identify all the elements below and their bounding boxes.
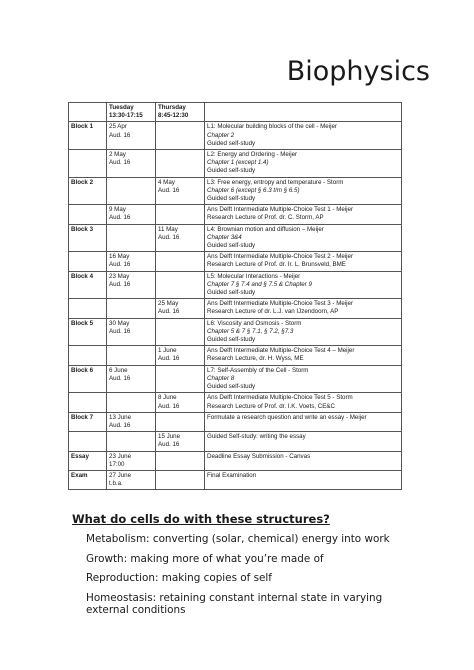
description-cell (205, 365, 402, 393)
description-line: Guided Self-study: writing the essay (207, 433, 306, 441)
tuesday-cell (107, 150, 156, 178)
date-line: Aud. 16 (109, 131, 131, 139)
block-cell: Block 1 (69, 122, 107, 150)
tuesday-cell (107, 299, 156, 318)
date-line: 27 June (109, 471, 132, 479)
date-line: 13 June (109, 413, 132, 421)
date-line: Aud. 16 (109, 374, 131, 382)
date-line: Aud. 16 (158, 308, 180, 316)
list-item: Growth: making more of what you’re made of (86, 552, 324, 565)
page-title: Biophysics (286, 56, 430, 87)
thursday-cell (156, 393, 205, 412)
description-line: Chapter 1 (except 1.4) (207, 159, 269, 167)
thursday-cell (156, 451, 205, 470)
table-header-row (69, 103, 402, 122)
date-line: Aud. 16 (158, 186, 180, 194)
thursday-cell (156, 252, 205, 271)
description-line: Formulate a research question and write an essay - Meijer (207, 413, 367, 421)
header-empty-cell (69, 103, 107, 122)
description-line: Guided self-study (207, 139, 256, 147)
description-line: Ans Delft Intermediate Multiple-Choice Test 2 - Meijer (207, 253, 354, 261)
block-cell: Essay (69, 451, 107, 470)
tuesday-cell (107, 451, 156, 470)
tuesday-cell (107, 412, 156, 431)
date-line: Aud. 16 (109, 280, 131, 288)
description-line: L1: Molecular building blocks of the cell - Meijer (207, 123, 337, 131)
date-line: t.b.a. (109, 480, 123, 488)
description-line: L4: Brownian motion and diffusion – Meijer (207, 225, 324, 233)
schedule-table (68, 102, 402, 490)
tuesday-cell (107, 122, 156, 150)
thursday-cell (156, 205, 205, 224)
block-cell: Block 7 (69, 412, 107, 431)
date-line: 25 Apr (109, 123, 127, 131)
tuesday-cell (107, 365, 156, 393)
block-cell (69, 150, 107, 178)
description-line: Guided self-study (207, 383, 256, 391)
date-line: 23 June (109, 452, 132, 460)
description-line: Research Lecture of dr. L.J. van IJzendoorn, AP (207, 308, 339, 316)
header-thursday: Thursday 8:45-12:30 (156, 103, 205, 122)
header-tuesday: Tuesday 13:30-17:15 (107, 103, 156, 122)
description-cell (205, 177, 402, 205)
block-cell: Block 4 (69, 271, 107, 299)
block-cell (69, 393, 107, 412)
date-line: 9 May (109, 206, 126, 214)
description-cell (205, 470, 402, 489)
description-line: L5: Molecular Interactions - Meijer (207, 272, 301, 280)
description-cell (205, 122, 402, 150)
description-cell (205, 318, 402, 346)
description-line: L3: Free energy, entropy and temperature - Storm (207, 178, 344, 186)
description-cell (205, 393, 402, 412)
description-line: L7: Self-Assembly of the Cell - Storm (207, 366, 309, 374)
tuesday-cell (107, 177, 156, 205)
description-cell (205, 299, 402, 318)
description-cell (205, 224, 402, 252)
description-line: Ans Delft Intermediate Multiple-Choice Test 3 - Meijer (207, 300, 354, 308)
table-row (69, 393, 402, 412)
description-line: Guided self-study (207, 289, 256, 297)
description-cell (205, 451, 402, 470)
date-line: 2 May (109, 151, 126, 159)
table-row (69, 150, 402, 178)
table-row (69, 271, 402, 299)
description-line: Ans Delft Intermediate Multiple-Choice Test 4 – Meijer (207, 347, 355, 355)
date-line: Aud. 16 (109, 421, 131, 429)
block-cell: Block 3 (69, 224, 107, 252)
date-line: 17:00 (109, 460, 125, 468)
date-line: Aud. 16 (109, 261, 131, 269)
tuesday-cell (107, 205, 156, 224)
description-cell (205, 205, 402, 224)
list-item: Reproduction: making copies of self (86, 572, 272, 584)
tuesday-cell (107, 393, 156, 412)
block-cell: Exam (69, 470, 107, 489)
header-description (205, 103, 402, 122)
table-row (69, 412, 402, 431)
block-cell: Block 5 (69, 318, 107, 346)
table-row (69, 122, 402, 150)
date-line: 1 June (158, 347, 177, 355)
date-line: 23 May (109, 272, 130, 280)
block-cell: Block 6 (69, 365, 107, 393)
table-row (69, 365, 402, 393)
block-cell (69, 252, 107, 271)
thursday-cell (156, 470, 205, 489)
description-line: Research Lecture of Prof. dr. Ir. L. Brunsveld, BME (207, 261, 346, 269)
description-line: Chapter 8 (207, 374, 235, 382)
table-row (69, 177, 402, 205)
date-line: Aud. 16 (109, 327, 131, 335)
table-row (69, 432, 402, 451)
description-line: Guided self-study (207, 336, 256, 344)
table-row (69, 205, 402, 224)
date-line: 6 June (109, 366, 128, 374)
date-line: 4 May (158, 178, 175, 186)
thursday-cell (156, 318, 205, 346)
description-line: Chapter 2 (207, 131, 235, 139)
date-line: Aud. 16 (158, 355, 180, 363)
table-row (69, 451, 402, 470)
date-line: Aud. 16 (158, 402, 180, 410)
description-line: Ans Delft Intermediate Multiple-Choice Test 1 - Meijer (207, 206, 354, 214)
description-cell (205, 432, 402, 451)
section-heading: What do cells do with these structures? (72, 512, 330, 526)
date-line: 8 June (158, 394, 177, 402)
tuesday-cell (107, 224, 156, 252)
thursday-cell (156, 177, 205, 205)
description-cell (205, 271, 402, 299)
block-cell (69, 205, 107, 224)
thursday-cell (156, 122, 205, 150)
block-cell: Block 2 (69, 177, 107, 205)
description-line: Guided self-study (207, 195, 256, 203)
date-line: Aud. 16 (109, 159, 131, 167)
date-line: Aud. 16 (158, 233, 180, 241)
table-row (69, 470, 402, 489)
thursday-cell (156, 224, 205, 252)
date-line: 30 May (109, 319, 130, 327)
table-row (69, 346, 402, 365)
date-line: 11 May (158, 225, 178, 233)
date-line: 16 May (109, 253, 130, 261)
block-cell (69, 299, 107, 318)
tuesday-cell (107, 252, 156, 271)
description-line: Chapter 7 § 7.4 and § 7.5 & Chapter 9 (207, 280, 312, 288)
description-line: Research Lecture, dr. H. Wyss, ME (207, 355, 304, 363)
tuesday-cell (107, 470, 156, 489)
thursday-cell (156, 150, 205, 178)
thursday-cell (156, 412, 205, 431)
description-line: Chapter 3&4 (207, 233, 242, 241)
description-line: Chapter 6 (except § 6.3 t/m § 6.5) (207, 186, 300, 194)
tuesday-cell (107, 318, 156, 346)
description-line: Guided self-study (207, 167, 256, 175)
thursday-cell (156, 271, 205, 299)
function-list (86, 533, 426, 624)
table-row (69, 299, 402, 318)
description-cell (205, 346, 402, 365)
thursday-cell (156, 365, 205, 393)
tuesday-cell (107, 432, 156, 451)
description-line: Final Examination (207, 471, 257, 479)
list-item: Homeostasis: retaining constant internal state in varying external conditions (86, 591, 383, 616)
description-line: Deadline Essay Submission - Canvas (207, 452, 311, 460)
list-item: Metabolism: converting (solar, chemical) energy into work (86, 533, 390, 545)
table-row (69, 252, 402, 271)
thursday-cell (156, 299, 205, 318)
table-row (69, 318, 402, 346)
date-line: Aud. 16 (158, 441, 180, 449)
description-line: Research Lecture of Prof. dr. C. Storm, AP (207, 214, 324, 222)
date-line: Aud. 16 (109, 214, 131, 222)
block-cell (69, 346, 107, 365)
thursday-cell (156, 432, 205, 451)
date-line: 25 May (158, 300, 179, 308)
description-cell (205, 150, 402, 178)
description-line: Chapter 5 & 7 § 7.1, § 7.2, §7.3 (207, 327, 294, 335)
thursday-cell (156, 346, 205, 365)
tuesday-cell (107, 271, 156, 299)
description-line: L6: Viscosity and Osmosis - Storm (207, 319, 302, 327)
description-line: Research Lecture of Prof. dr. I.K. Voets, CE&C (207, 402, 335, 410)
description-line: Guided self-study (207, 242, 256, 250)
description-line: Ans Delft Intermediate Multiple-Choice Test 5 - Storm (207, 394, 353, 402)
block-cell (69, 432, 107, 451)
description-cell (205, 412, 402, 431)
description-cell (205, 252, 402, 271)
table-row (69, 224, 402, 252)
description-line: L2: Energy and Ordering - Meijer (207, 151, 298, 159)
tuesday-cell (107, 346, 156, 365)
date-line: 15 June (158, 433, 181, 441)
